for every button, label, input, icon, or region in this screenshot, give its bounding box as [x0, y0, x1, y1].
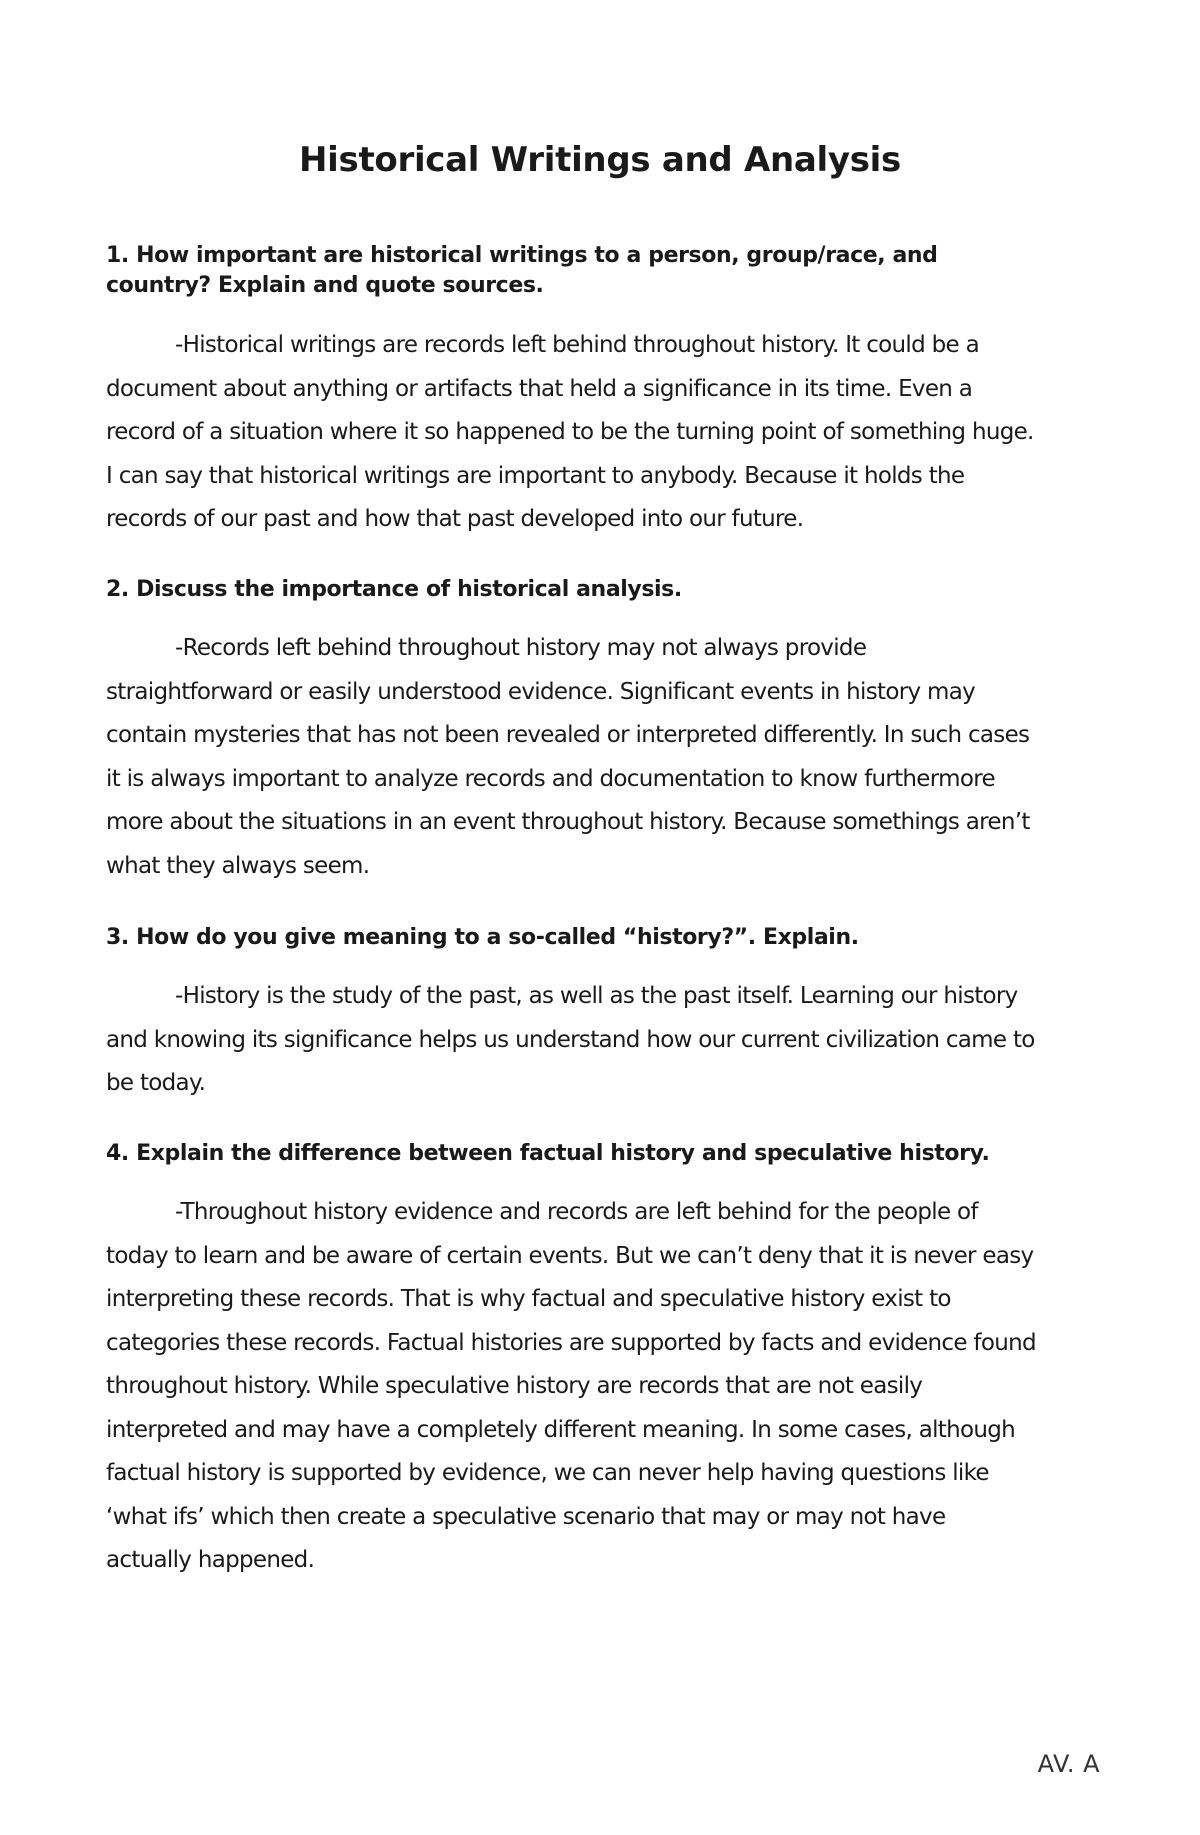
question-4: 4. Explain the difference between factual history and speculative history. — [106, 1141, 990, 1166]
author-initials: AV. A — [1037, 1750, 1100, 1778]
document-title: Historical Writings and Analysis — [299, 140, 901, 180]
question-2: 2. Discuss the importance of historical analysis. — [106, 577, 682, 602]
question-3: 3. How do you give meaning to a so-called “history?”. Explain. — [106, 925, 859, 950]
question-1: 1. How important are historical writings to a person, group/race, and country? Explain and quote sources. — [106, 243, 938, 298]
answer-1: -Historical writings are records left behind throughout history. It could be a document about anything or artifacts that held a significance in its time. Even a record of a situation where it so happened to be the turning point of something huge. I can say that historical writings are important to anybody. Because it holds the records of our past and how that past developed into our future. — [106, 332, 1034, 532]
answer-3: -History is the study of the past, as well as the past itself. Learning our history and knowing its significance helps us understand how our current civilization came to be today. — [106, 983, 1035, 1096]
answer-4: -Throughout history evidence and records are left behind for the people of today to learn and be aware of certain events. But we can’t deny that it is never easy interpreting these records. That is why factual and speculative history exist to categories these records. Factual histories are supported by facts and evidence found throughout history. While speculative history are records that are not easily interpreted and may have a completely different meaning. In some cases, although factual history is supported by evidence, we can never help having questions like ‘what ifs’ which then create a speculative scenario that may or may not have actually happened. — [106, 1199, 1036, 1573]
answer-2: -Records left behind throughout history may not always provide straightforward or easily understood evidence. Significant events in history may contain mysteries that has not been revealed or interpreted differently. In such cases it is always important to analyze records and documentation to know furthermore more about the situations in an event throughout history. Because somethings aren’t what they always seem. — [106, 635, 1030, 879]
